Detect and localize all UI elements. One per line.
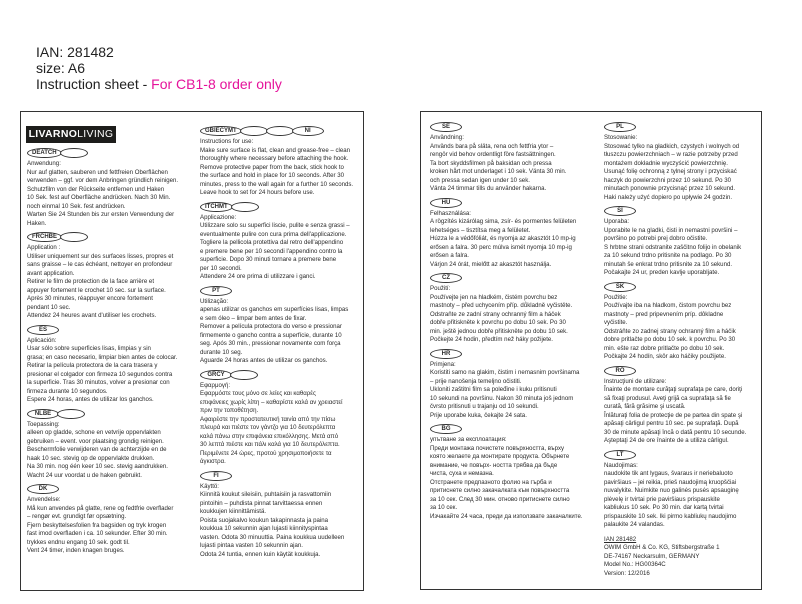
section-heading: Instrucţiuni de utilizare: xyxy=(604,377,667,385)
language-badges xyxy=(430,198,583,208)
instruction-line: Ta bort skyddsfilmen på baksidan och pressa xyxy=(430,159,552,167)
instruction-line: Wacht 24 uur voordat u de haken gebruikt. xyxy=(27,471,142,479)
section-heading: Toepassing: xyxy=(27,420,60,428)
instruction-line: superficie. Dopo 30 minuti tornare a premere bene xyxy=(200,256,337,263)
instruction-line: Kiinnitä koukut sileisiin, puhtaisiin ja rasvattomiin xyxy=(200,491,332,498)
instruction-line: за 10 сек. След 30 мин. отново притиснете силно xyxy=(430,495,570,503)
instruction-line: seg. Após 30 min., pressionar novamente com força xyxy=(200,340,341,347)
instruction-line: Remover a película protectora do verso e pressionar xyxy=(200,323,342,330)
instruction-line: prispauskite 10 sek. Iki pirmo kabliukų naudojimo xyxy=(604,512,737,520)
left-column-1 xyxy=(27,148,178,560)
instruction-line: A rögzítés kizárólag sima, zsír- és pormentes felületen xyxy=(430,218,577,225)
instruction-line: Usar sólo sobre superficies lisas, limpias y sin xyxy=(27,345,151,352)
language-badge xyxy=(266,126,294,136)
instruction-line: чиста, суха и немазна. xyxy=(430,470,494,477)
language-badges xyxy=(604,206,746,216)
language-badge: BG xyxy=(430,424,462,434)
instruction-line: mastnoty – před uchycením příp. důkladně vyčistěte. xyxy=(430,302,573,309)
instruction-line: Beschermfolie verwijderen van de achterzijde en de xyxy=(27,446,167,453)
size-label: size: A6 xyxy=(36,60,86,76)
right-column-1 xyxy=(430,122,583,525)
section-heading: Stosowanie: xyxy=(604,134,638,141)
language-badges xyxy=(604,122,746,132)
language-badge: NI xyxy=(292,126,324,136)
instruction-line: pendant 10 sec. xyxy=(27,303,71,311)
instruction-line: Várjon 24 órát, mielőtt az akasztót használja. xyxy=(430,260,552,268)
instruction-line: Vänta 24 timmar tills du använder hakarna. xyxy=(430,185,547,192)
instruction-line: πριν την τοποθέτηση. xyxy=(200,407,259,414)
section-heading: Uporaba: xyxy=(604,218,630,225)
instruction-line: Haken. xyxy=(27,219,47,227)
language-badge: DEATCH xyxy=(27,148,62,158)
language-section xyxy=(27,484,178,556)
instruction-line: 10 Sek. fest auf Oberfläche andrücken. Nach 30 Min. xyxy=(27,194,171,201)
instruction-line: – rengør evt. grundigt før opsætning. xyxy=(27,513,127,520)
instruction-line: trykkes endnu engang 10 sek. godt til. xyxy=(27,538,130,546)
instruction-line: Počkejte 24 hodin, předtím než háky požijete. xyxy=(430,336,553,343)
ian-label: IAN: 281482 xyxy=(36,44,114,60)
language-badge xyxy=(60,232,88,242)
instruction-line: fast imod overfladen i ca. 10 sekunder. Efter 30 min. xyxy=(27,530,168,537)
instruction-line: mastnoty – pred pripevnením príp. dôkladne xyxy=(604,310,724,318)
instruction-line: 30 λεπτά πιέστε και πάλι καλά για 10 δευτερόλεπτα. xyxy=(200,441,340,448)
instruction-line: за 10 сек. xyxy=(430,504,458,511)
instruction-line: Retirer le film de protection de la face arrière et xyxy=(27,278,155,285)
language-section xyxy=(200,471,353,560)
instruction-line: Warten Sie 24 Stunden bis zur ersten Verwendung der xyxy=(27,211,175,218)
instruction-line: sans graisse – le cas échéant, nettoyer en profondeur xyxy=(27,261,173,268)
language-badges xyxy=(27,325,178,335)
instruction-line: firmemente o gancho contra a superfície, durante 10 xyxy=(200,331,342,339)
instruction-line: Usunąć folię ochronną z tylnej strony i przyciskać xyxy=(604,168,737,175)
section-heading: Felhasználása: xyxy=(430,209,471,217)
instruction-line: Aşteptaţi 24 de ore înainte de a utiliza cârligul. xyxy=(604,437,729,444)
manufacturer-footer xyxy=(604,536,746,579)
language-badge: LT xyxy=(604,450,636,460)
instruction-line: lehetséges – tisztítsa meg a felületet. xyxy=(430,226,531,234)
instruction-line: Vent 24 timer, inden knagen bruges. xyxy=(27,547,125,554)
instruction-line: apăsaţi cârligul pentru 10 sec. pe suprafaţă. După xyxy=(604,420,739,427)
language-section xyxy=(604,366,746,446)
section-heading: Anwendung: xyxy=(27,160,61,167)
instruction-line: πλευρά και πιέστε τον γάντζο για 10 δευτερόλεπτα xyxy=(200,424,336,431)
language-badges xyxy=(604,366,746,376)
language-badge xyxy=(231,202,259,212)
instruction-line: koukkujen kiinnittämistä. xyxy=(200,508,267,515)
right-column-2 xyxy=(604,122,746,578)
language-section xyxy=(27,325,178,405)
section-heading: Utilização: xyxy=(200,297,229,305)
instruction-line: Utilizzare solo su superfici liscie, pulite e senza grassi – xyxy=(200,222,350,229)
instruction-line: e sem óleo – limpar bem antes de fixar. xyxy=(200,314,307,322)
instruction-line: καλά πάνω στην επιφάνεια επικόλλησης. Μετά από xyxy=(200,432,339,440)
instruction-line: naudokite tik ant lygaus, švaraus ir neriebaluoto xyxy=(604,470,733,477)
instruction-line: Stosować tylko na gładkich, czystych i wolnych od xyxy=(604,142,740,150)
instruction-line: Odstráňte zo zadnej strany ochranný film a háčik xyxy=(604,327,736,335)
instruction-line: rengör vid behov ordentligt före fastsättningen. xyxy=(430,151,556,158)
instruction-line: която желаете да монтирате продукта. Обърнете xyxy=(430,453,570,460)
instruction-line: Koristiti samo na glakim, čistim i nemasnim površinama xyxy=(430,369,580,376)
instruction-line: Húzza le a védőfóliát, és nyomja az akasztót 10 mp-ig xyxy=(430,235,576,242)
footer-company: OWIM GmbH & Co. KG, Stiftsbergstraße 1 xyxy=(604,544,720,551)
language-badge xyxy=(230,370,258,380)
instruction-line: Fjern beskyttelsesfolien fra bagsiden og tryk krogen xyxy=(27,521,167,529)
language-section xyxy=(604,282,746,362)
instruction-line: Отстранете предпазното фолио на гърба и xyxy=(430,478,552,486)
language-section xyxy=(27,148,178,228)
section-heading: Applicazione: xyxy=(200,213,237,221)
section-heading: Primjena: xyxy=(430,360,456,368)
instruction-line: appuyer fortement le crochet 10 sec. sur la surface. xyxy=(27,286,166,294)
instruction-line: притиснете силно закачалката към повърхността xyxy=(430,487,570,494)
instruction-line: erősen a falra. xyxy=(430,252,469,259)
instruction-line: e premere bene per 10 secondi l'appendino contro la xyxy=(200,247,343,255)
instruction-line: Används bara på släta, rena och fettfria ytor – xyxy=(430,142,554,150)
language-badge xyxy=(60,148,88,158)
instruction-line: dobře přitiskněte k povrchu po dobu 10 sek. Po 30 xyxy=(430,319,566,326)
instruction-line: durante 10 seg. xyxy=(200,348,243,356)
language-badge: GBIECYMT xyxy=(200,126,242,136)
language-badge: CZ xyxy=(430,273,462,283)
instruction-line: curată, fără grăsime şi uscată. xyxy=(604,403,686,410)
instruction-line: noch einmal 10 Sek. fest andrücken. xyxy=(27,202,126,210)
instruction-line: Make sure surface is flat, clean and grease-free – clean xyxy=(200,146,351,154)
instruction-line: pintoihin – puhdista pinnat tarvittaessa ennen xyxy=(200,499,323,507)
language-badges xyxy=(604,282,746,292)
instruction-line: minutes, press to the wall again for a further 10 seconds. xyxy=(200,180,354,188)
section-heading: Instructions for use: xyxy=(200,138,254,145)
instruction-line: čvrsto pritisnuti u trajanju od 10 sekundi. xyxy=(430,403,539,410)
instruction-line: Počakajte 24 ur, preden kavlje uporabljate. xyxy=(604,269,720,276)
instruction-line: Преди монтажа почистете повърхността, върху xyxy=(430,444,565,452)
language-badge: FI xyxy=(200,471,232,481)
language-section xyxy=(27,409,178,481)
left-column-2 xyxy=(200,126,353,563)
instruction-line: Înainte de montare curăţaţi suprafaţa pe care, doriţi xyxy=(604,386,743,393)
section-heading: Použití: xyxy=(430,285,451,292)
order-note: For CB1-8 order only xyxy=(151,76,282,92)
instruction-line: paviršiaus – jei reikia, prieš naudojimą kruopščiai xyxy=(604,478,737,486)
language-section xyxy=(200,126,353,198)
instruction-line: Nur auf glatten, sauberen und fettfreien Oberflächen xyxy=(27,168,168,176)
instruction-line: Poista suojakalvo koukun takapinnasta ja paina xyxy=(200,516,329,524)
instruction-line: Togliere la pellicola protettiva dal retro dell'appendino xyxy=(200,239,344,246)
language-section xyxy=(430,349,583,421)
language-badge: SK xyxy=(604,282,636,292)
instruction-line: Leave hook to set for 24 hours before use. xyxy=(200,189,315,196)
section-heading: Användning: xyxy=(430,134,464,141)
instruction-line: minutach ponownie przycisnąć przez 10 sekund. xyxy=(604,185,736,192)
instruction-line: Uporabite le na gladki, čisti in nemastni površini – xyxy=(604,226,738,234)
language-badges xyxy=(430,424,583,434)
instruction-line: S hrbtne strani odstranite zaščitno folijo in obelanik xyxy=(604,243,742,251)
instruction-line: verwenden – ggf. vor dem Anbringen gründlich reinigen. xyxy=(27,177,179,184)
instruction-line: Na 30 min. nog één keer 10 sec. stevig aandrukken. xyxy=(27,463,168,470)
instruction-line: Aguarde 24 horas antes de utilizar os ganchos. xyxy=(200,357,328,364)
instruction-line: 30 de minute apăsaţi încă o dată pentru 10 secunde. xyxy=(604,428,747,436)
instruction-line: la superficie. Tras 30 minutos, volver a presionar con xyxy=(27,379,170,386)
footer-model: Model No.: HG00364C xyxy=(604,561,666,568)
language-section xyxy=(430,273,583,345)
section-heading: Aplicación: xyxy=(27,336,57,344)
instruction-line: внимание, че повърх- ността трябва да бъде xyxy=(430,461,558,469)
language-badge: PL xyxy=(604,122,636,132)
instruction-line: apenas utilizar os ganchos em superfícies lisas, limpas xyxy=(200,306,349,313)
instruction-line: tłuszczu powierzchniach – w razie potrzeby przed xyxy=(604,151,738,158)
instruction-line: alleen op gladde, schone en vetvrije oppervlakten xyxy=(27,429,161,436)
language-badge: DK xyxy=(27,484,59,494)
section-heading: Naudojimas: xyxy=(604,461,638,469)
instruction-line: kabliukus 10 sek. Po 30 min. dar kartą tvirtai xyxy=(604,504,724,511)
instruction-line: Εφαρμόστε τους μόνο σε λείες και καθαρές xyxy=(200,390,316,397)
instruction-line: 10 sekundi na površinu. Nakon 30 minuta još jednom xyxy=(430,394,574,402)
instruction-line: presionar el colgador con firmeza 10 segundos contra xyxy=(27,370,173,378)
language-section xyxy=(430,198,583,270)
language-section xyxy=(200,202,353,282)
language-badge: ES xyxy=(27,325,59,335)
instruction-line: haak 10 sec. stevig op de oppervlakte drukken. xyxy=(27,454,155,462)
instruction-line: the surface and hold in place for 10 seconds. After 30 xyxy=(200,172,344,179)
instruction-line: nuvalykite. Nuimkite nuo galinės pusės apsauginę xyxy=(604,487,739,494)
instruction-line: Prije uporabe kuka, čekajte 24 sata. xyxy=(430,411,527,419)
footer-address: DE-74167 Neckarsulm, GERMANY xyxy=(604,552,700,560)
language-badge: NLBE xyxy=(27,409,59,419)
instruction-line: άγκιστρα. xyxy=(200,458,226,465)
footer-version: Version: 12/2016 xyxy=(604,569,650,577)
language-badge: HR xyxy=(430,349,462,359)
instruction-line: Schutzfilm von der Rückseite entfernen und Haken xyxy=(27,185,165,193)
language-badges xyxy=(604,450,746,460)
language-badges xyxy=(200,286,353,296)
language-badge: HU xyxy=(430,198,462,208)
language-badge: SE xyxy=(430,122,462,132)
instruction-line: min. ešte raz dobre pritlačte po dobu 10 sek. xyxy=(604,344,725,352)
instruction-line: plėvelę ir tvirtai prie paviršiaus prispauskite xyxy=(604,495,720,503)
instruction-line: montażem dokładnie wyczyścić powierzchnię. xyxy=(604,159,728,167)
language-badges xyxy=(27,148,178,158)
instruction-line: vasten. Odota 30 minuuttia. Paina koukkua uudelleen xyxy=(200,533,345,541)
section-heading: упътване за експлоатация: xyxy=(430,436,507,443)
livarno-living-logo: LIVARNOLIVING xyxy=(26,126,116,143)
language-badge: SI xyxy=(604,206,636,216)
language-badges xyxy=(200,202,353,212)
instruction-line: să fixaţi produsul. Aveţi grijă ca suprafaţa să fie xyxy=(604,394,731,402)
section-heading: Application : xyxy=(27,244,61,251)
language-badge xyxy=(57,409,85,419)
instruction-line: Înlăturaţi folia de protecţie de pe partea din spate şi xyxy=(604,411,743,419)
instruction-line: Αφαιρέστε την προστατευτική ταινία από την πίσω xyxy=(200,415,336,423)
instruction-line: minutah še enkrat trdno pritisnite za 10 sekund. xyxy=(604,260,733,268)
instruction-line: Espere 24 horas, antes de utilizar los ganchos. xyxy=(27,396,154,403)
instruction-line: Må kun anvendes på glatte, rene og fedtfrie overflader xyxy=(27,504,174,512)
instruction-line: επιφάνειες χωρίς λίπη – καθαρίστε καλά αν χρειαστεί xyxy=(200,398,343,406)
language-badge: FRCHBE xyxy=(27,232,62,242)
language-section xyxy=(604,122,746,202)
section-heading: Použitie: xyxy=(604,293,628,301)
language-section xyxy=(604,450,746,530)
sheet-label: Instruction sheet - xyxy=(36,76,152,92)
language-section xyxy=(27,232,178,321)
instruction-line: Retirar la película protectora de la cara trasera y xyxy=(27,362,158,369)
language-badges xyxy=(200,471,353,481)
language-badge: GRCY xyxy=(200,370,232,380)
instruction-line: Изчакайте 24 часа, преди да използвате закачалките. xyxy=(430,512,583,520)
language-section xyxy=(200,286,353,366)
instruction-line: Attendere 24 ore prima di utilizzare i ganci. xyxy=(200,273,316,280)
language-badges xyxy=(27,484,178,494)
instruction-line: kroken hårt mot underlaget i 10 sek. Vänta 30 min. xyxy=(430,168,567,175)
instruction-line: min. ještě jednou dobře přitiskněte po dobu 10 sek. xyxy=(430,327,568,335)
instruction-line: gebruiken – event. voor plaatsing grondig reinigen. xyxy=(27,437,164,445)
instruction-line: površino po potrebi prej dobro očistite. xyxy=(604,235,708,242)
instruction-line: Περιμένετε 24 ώρες, προτού χρησιμοποιήσετε τα xyxy=(200,449,332,457)
instruction-line: vyčistite. xyxy=(604,319,628,326)
instruction-line: Používajte iba na hladkom, čistom povrchu bez xyxy=(604,302,732,309)
language-section xyxy=(430,122,583,194)
instruction-line: haczyk do powierzchni przez 10 sekund. Po 30 xyxy=(604,176,732,184)
language-badge: PT xyxy=(200,286,232,296)
language-section xyxy=(200,370,353,467)
instruction-line: avant application. xyxy=(27,269,75,277)
language-badges xyxy=(430,122,583,132)
section-heading: Anvendelse: xyxy=(27,496,61,503)
instruction-line: och pressa sedan igen under 10 sek. xyxy=(430,176,530,184)
instruction-line: koukkua 10 sekunnin ajan lujasti kiinnityspintaa xyxy=(200,525,328,532)
instruction-line: erősen a falra. 30 perc múlva ismét nyomja 10 mp-ig xyxy=(430,243,572,251)
instruction-line: palaukite 24 valandas. xyxy=(604,521,665,528)
instruction-line: Odota 24 tuntia, ennen kuin käytät koukkuja. xyxy=(200,550,321,558)
instruction-line: firmeza durante 10 segundos. xyxy=(27,387,108,395)
instruction-line: Počkajte 24 hodín, skôr ako háčiky použijete. xyxy=(604,353,726,360)
language-badges xyxy=(200,370,353,380)
footer-ian: IAN 281482 xyxy=(604,535,637,543)
language-badge: RO xyxy=(604,366,636,376)
language-badge xyxy=(240,126,268,136)
instruction-line: eventualmente pulire con cura prima dell'applicazione. xyxy=(200,230,347,238)
language-badges xyxy=(430,349,583,359)
section-heading: Käyttö: xyxy=(200,482,219,490)
instruction-line: za 10 sekund trdno pritisnite na podlago. Po 30 xyxy=(604,252,732,259)
instruction-line: grasa; en caso necesario, limpiar bien antes de colocar. xyxy=(27,353,178,361)
instruction-sheet-title xyxy=(36,76,282,92)
instruction-line: Odstraňte ze zadní strany ochranný film a háček xyxy=(430,310,561,318)
language-section xyxy=(430,424,583,521)
language-section xyxy=(604,206,746,278)
instruction-line: Používejte jen na hladkém, čistém povrchu bez xyxy=(430,293,558,301)
language-badges xyxy=(430,273,583,283)
instruction-line: lujasti pintaa vasten 10 sekunnin ajan. xyxy=(200,542,303,549)
language-badges xyxy=(200,126,353,136)
instruction-line: Attendez 24 heures avant d'utiliser les crochets. xyxy=(27,312,157,319)
instruction-line: Ukloniti zaštitni film sa poleđine i kuku pritisnuti xyxy=(430,386,557,393)
instruction-line: Haki należy użyć dopiero po upływie 24 godzin. xyxy=(604,193,733,201)
instruction-line: Utiliser uniquement sur des surfaces lisses, propres et xyxy=(27,252,174,260)
instruction-line: Remove protective paper from the back, stick hook to xyxy=(200,163,344,171)
section-heading: Εφαρμογή: xyxy=(200,381,231,389)
language-badge: ITCHMT xyxy=(200,202,233,212)
instruction-line: Après 30 minutes, réappuyer encore fortement xyxy=(27,295,154,302)
language-badges xyxy=(27,409,178,419)
language-badges xyxy=(27,232,178,242)
instruction-line: – prije nanošenja temeljno očistiti. xyxy=(430,377,522,385)
instruction-line: thoroughly where necessary before attaching the hook. xyxy=(200,155,349,162)
instruction-line: dobre pritlačte po dobu 10 sek. k povrchu. Po 30 xyxy=(604,336,736,343)
instruction-line: per 10 secondi. xyxy=(200,264,242,272)
